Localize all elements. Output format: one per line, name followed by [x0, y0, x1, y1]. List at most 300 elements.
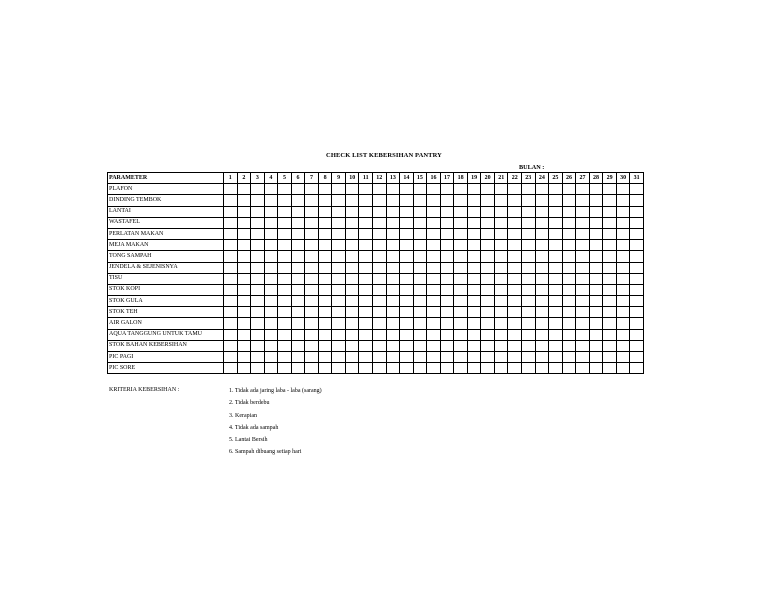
check-cell[interactable]	[359, 262, 373, 273]
check-cell[interactable]	[373, 352, 387, 363]
check-cell[interactable]	[427, 206, 441, 217]
check-cell[interactable]	[251, 340, 265, 351]
check-cell[interactable]	[522, 284, 536, 295]
check-cell[interactable]	[359, 340, 373, 351]
check-cell[interactable]	[332, 206, 346, 217]
check-cell[interactable]	[318, 228, 332, 239]
check-cell[interactable]	[454, 251, 468, 262]
check-cell[interactable]	[400, 262, 414, 273]
check-cell[interactable]	[508, 340, 522, 351]
check-cell[interactable]	[508, 195, 522, 206]
check-cell[interactable]	[264, 217, 278, 228]
check-cell[interactable]	[291, 228, 305, 239]
check-cell[interactable]	[278, 273, 292, 284]
check-cell[interactable]	[440, 296, 454, 307]
check-cell[interactable]	[332, 195, 346, 206]
check-cell[interactable]	[440, 284, 454, 295]
check-cell[interactable]	[278, 284, 292, 295]
check-cell[interactable]	[454, 296, 468, 307]
check-cell[interactable]	[481, 352, 495, 363]
check-cell[interactable]	[481, 318, 495, 329]
check-cell[interactable]	[264, 329, 278, 340]
check-cell[interactable]	[549, 195, 563, 206]
check-cell[interactable]	[305, 363, 319, 374]
check-cell[interactable]	[549, 206, 563, 217]
check-cell[interactable]	[413, 262, 427, 273]
check-cell[interactable]	[440, 329, 454, 340]
check-cell[interactable]	[237, 318, 251, 329]
check-cell[interactable]	[291, 340, 305, 351]
check-cell[interactable]	[318, 240, 332, 251]
check-cell[interactable]	[562, 329, 576, 340]
check-cell[interactable]	[630, 352, 644, 363]
check-cell[interactable]	[305, 251, 319, 262]
check-cell[interactable]	[562, 352, 576, 363]
check-cell[interactable]	[278, 228, 292, 239]
check-cell[interactable]	[224, 240, 238, 251]
check-cell[interactable]	[589, 340, 603, 351]
check-cell[interactable]	[345, 195, 359, 206]
check-cell[interactable]	[264, 363, 278, 374]
check-cell[interactable]	[603, 251, 617, 262]
check-cell[interactable]	[576, 273, 590, 284]
check-cell[interactable]	[345, 363, 359, 374]
check-cell[interactable]	[616, 352, 630, 363]
check-cell[interactable]	[508, 296, 522, 307]
check-cell[interactable]	[400, 206, 414, 217]
check-cell[interactable]	[318, 340, 332, 351]
check-cell[interactable]	[616, 307, 630, 318]
check-cell[interactable]	[535, 284, 549, 295]
check-cell[interactable]	[522, 296, 536, 307]
check-cell[interactable]	[305, 352, 319, 363]
check-cell[interactable]	[576, 340, 590, 351]
check-cell[interactable]	[616, 273, 630, 284]
check-cell[interactable]	[359, 296, 373, 307]
check-cell[interactable]	[251, 217, 265, 228]
check-cell[interactable]	[305, 318, 319, 329]
check-cell[interactable]	[630, 251, 644, 262]
check-cell[interactable]	[522, 340, 536, 351]
check-cell[interactable]	[224, 195, 238, 206]
check-cell[interactable]	[264, 352, 278, 363]
check-cell[interactable]	[237, 262, 251, 273]
check-cell[interactable]	[332, 363, 346, 374]
check-cell[interactable]	[467, 262, 481, 273]
check-cell[interactable]	[616, 195, 630, 206]
check-cell[interactable]	[345, 262, 359, 273]
check-cell[interactable]	[576, 329, 590, 340]
check-cell[interactable]	[332, 284, 346, 295]
check-cell[interactable]	[318, 296, 332, 307]
check-cell[interactable]	[603, 307, 617, 318]
check-cell[interactable]	[373, 206, 387, 217]
check-cell[interactable]	[345, 217, 359, 228]
check-cell[interactable]	[237, 217, 251, 228]
check-cell[interactable]	[427, 262, 441, 273]
check-cell[interactable]	[440, 273, 454, 284]
check-cell[interactable]	[332, 318, 346, 329]
check-cell[interactable]	[589, 273, 603, 284]
check-cell[interactable]	[400, 240, 414, 251]
check-cell[interactable]	[481, 329, 495, 340]
check-cell[interactable]	[535, 307, 549, 318]
check-cell[interactable]	[318, 217, 332, 228]
check-cell[interactable]	[603, 318, 617, 329]
check-cell[interactable]	[386, 228, 400, 239]
check-cell[interactable]	[494, 217, 508, 228]
check-cell[interactable]	[603, 273, 617, 284]
check-cell[interactable]	[603, 206, 617, 217]
check-cell[interactable]	[589, 318, 603, 329]
check-cell[interactable]	[549, 307, 563, 318]
check-cell[interactable]	[508, 284, 522, 295]
check-cell[interactable]	[251, 262, 265, 273]
check-cell[interactable]	[224, 251, 238, 262]
check-cell[interactable]	[251, 329, 265, 340]
check-cell[interactable]	[508, 262, 522, 273]
check-cell[interactable]	[454, 240, 468, 251]
check-cell[interactable]	[467, 318, 481, 329]
check-cell[interactable]	[427, 240, 441, 251]
check-cell[interactable]	[535, 296, 549, 307]
check-cell[interactable]	[224, 352, 238, 363]
check-cell[interactable]	[291, 251, 305, 262]
check-cell[interactable]	[305, 206, 319, 217]
check-cell[interactable]	[440, 352, 454, 363]
check-cell[interactable]	[549, 318, 563, 329]
check-cell[interactable]	[603, 262, 617, 273]
check-cell[interactable]	[508, 318, 522, 329]
check-cell[interactable]	[264, 240, 278, 251]
check-cell[interactable]	[454, 206, 468, 217]
check-cell[interactable]	[603, 352, 617, 363]
check-cell[interactable]	[400, 184, 414, 195]
check-cell[interactable]	[400, 307, 414, 318]
check-cell[interactable]	[603, 195, 617, 206]
check-cell[interactable]	[291, 307, 305, 318]
check-cell[interactable]	[373, 296, 387, 307]
check-cell[interactable]	[278, 352, 292, 363]
check-cell[interactable]	[373, 318, 387, 329]
check-cell[interactable]	[630, 329, 644, 340]
check-cell[interactable]	[413, 206, 427, 217]
check-cell[interactable]	[576, 206, 590, 217]
check-cell[interactable]	[494, 318, 508, 329]
check-cell[interactable]	[386, 273, 400, 284]
check-cell[interactable]	[251, 195, 265, 206]
check-cell[interactable]	[630, 217, 644, 228]
check-cell[interactable]	[345, 284, 359, 295]
check-cell[interactable]	[603, 329, 617, 340]
check-cell[interactable]	[576, 217, 590, 228]
check-cell[interactable]	[576, 284, 590, 295]
check-cell[interactable]	[630, 307, 644, 318]
check-cell[interactable]	[589, 307, 603, 318]
check-cell[interactable]	[359, 228, 373, 239]
check-cell[interactable]	[589, 228, 603, 239]
check-cell[interactable]	[616, 284, 630, 295]
check-cell[interactable]	[237, 228, 251, 239]
check-cell[interactable]	[589, 184, 603, 195]
check-cell[interactable]	[386, 363, 400, 374]
check-cell[interactable]	[603, 340, 617, 351]
check-cell[interactable]	[616, 262, 630, 273]
check-cell[interactable]	[332, 262, 346, 273]
check-cell[interactable]	[305, 273, 319, 284]
check-cell[interactable]	[373, 262, 387, 273]
check-cell[interactable]	[454, 329, 468, 340]
check-cell[interactable]	[522, 184, 536, 195]
check-cell[interactable]	[535, 340, 549, 351]
check-cell[interactable]	[508, 251, 522, 262]
check-cell[interactable]	[535, 240, 549, 251]
check-cell[interactable]	[535, 352, 549, 363]
check-cell[interactable]	[359, 184, 373, 195]
check-cell[interactable]	[481, 307, 495, 318]
check-cell[interactable]	[332, 273, 346, 284]
check-cell[interactable]	[467, 352, 481, 363]
check-cell[interactable]	[359, 251, 373, 262]
check-cell[interactable]	[467, 251, 481, 262]
check-cell[interactable]	[400, 296, 414, 307]
check-cell[interactable]	[549, 284, 563, 295]
check-cell[interactable]	[359, 352, 373, 363]
check-cell[interactable]	[603, 284, 617, 295]
check-cell[interactable]	[589, 284, 603, 295]
check-cell[interactable]	[576, 307, 590, 318]
check-cell[interactable]	[427, 329, 441, 340]
check-cell[interactable]	[562, 206, 576, 217]
check-cell[interactable]	[373, 329, 387, 340]
check-cell[interactable]	[467, 363, 481, 374]
check-cell[interactable]	[535, 251, 549, 262]
check-cell[interactable]	[278, 363, 292, 374]
check-cell[interactable]	[481, 284, 495, 295]
check-cell[interactable]	[237, 340, 251, 351]
check-cell[interactable]	[589, 296, 603, 307]
check-cell[interactable]	[278, 329, 292, 340]
check-cell[interactable]	[278, 296, 292, 307]
check-cell[interactable]	[373, 251, 387, 262]
check-cell[interactable]	[373, 184, 387, 195]
check-cell[interactable]	[264, 273, 278, 284]
check-cell[interactable]	[630, 240, 644, 251]
check-cell[interactable]	[318, 206, 332, 217]
check-cell[interactable]	[603, 296, 617, 307]
check-cell[interactable]	[630, 195, 644, 206]
check-cell[interactable]	[359, 307, 373, 318]
check-cell[interactable]	[535, 329, 549, 340]
check-cell[interactable]	[237, 251, 251, 262]
check-cell[interactable]	[522, 273, 536, 284]
check-cell[interactable]	[413, 307, 427, 318]
check-cell[interactable]	[589, 329, 603, 340]
check-cell[interactable]	[278, 217, 292, 228]
check-cell[interactable]	[508, 228, 522, 239]
check-cell[interactable]	[454, 307, 468, 318]
check-cell[interactable]	[467, 240, 481, 251]
check-cell[interactable]	[305, 262, 319, 273]
check-cell[interactable]	[291, 262, 305, 273]
check-cell[interactable]	[386, 240, 400, 251]
check-cell[interactable]	[413, 340, 427, 351]
check-cell[interactable]	[481, 228, 495, 239]
check-cell[interactable]	[467, 329, 481, 340]
check-cell[interactable]	[264, 228, 278, 239]
check-cell[interactable]	[494, 228, 508, 239]
check-cell[interactable]	[440, 251, 454, 262]
check-cell[interactable]	[400, 217, 414, 228]
check-cell[interactable]	[603, 217, 617, 228]
check-cell[interactable]	[224, 184, 238, 195]
check-cell[interactable]	[549, 262, 563, 273]
check-cell[interactable]	[589, 206, 603, 217]
check-cell[interactable]	[332, 240, 346, 251]
check-cell[interactable]	[522, 195, 536, 206]
check-cell[interactable]	[454, 217, 468, 228]
check-cell[interactable]	[535, 195, 549, 206]
check-cell[interactable]	[508, 329, 522, 340]
check-cell[interactable]	[237, 329, 251, 340]
check-cell[interactable]	[264, 340, 278, 351]
check-cell[interactable]	[373, 284, 387, 295]
check-cell[interactable]	[359, 195, 373, 206]
check-cell[interactable]	[440, 217, 454, 228]
check-cell[interactable]	[291, 195, 305, 206]
check-cell[interactable]	[386, 262, 400, 273]
check-cell[interactable]	[373, 217, 387, 228]
check-cell[interactable]	[291, 206, 305, 217]
check-cell[interactable]	[291, 352, 305, 363]
check-cell[interactable]	[427, 363, 441, 374]
check-cell[interactable]	[413, 363, 427, 374]
check-cell[interactable]	[318, 195, 332, 206]
check-cell[interactable]	[467, 206, 481, 217]
check-cell[interactable]	[427, 228, 441, 239]
check-cell[interactable]	[291, 184, 305, 195]
check-cell[interactable]	[427, 251, 441, 262]
check-cell[interactable]	[237, 240, 251, 251]
check-cell[interactable]	[589, 251, 603, 262]
check-cell[interactable]	[224, 340, 238, 351]
check-cell[interactable]	[373, 240, 387, 251]
check-cell[interactable]	[278, 307, 292, 318]
check-cell[interactable]	[454, 184, 468, 195]
check-cell[interactable]	[522, 262, 536, 273]
check-cell[interactable]	[562, 251, 576, 262]
check-cell[interactable]	[616, 240, 630, 251]
check-cell[interactable]	[427, 352, 441, 363]
check-cell[interactable]	[291, 240, 305, 251]
check-cell[interactable]	[494, 262, 508, 273]
check-cell[interactable]	[616, 184, 630, 195]
check-cell[interactable]	[630, 296, 644, 307]
check-cell[interactable]	[359, 206, 373, 217]
check-cell[interactable]	[508, 217, 522, 228]
check-cell[interactable]	[562, 184, 576, 195]
check-cell[interactable]	[400, 228, 414, 239]
check-cell[interactable]	[630, 184, 644, 195]
check-cell[interactable]	[562, 273, 576, 284]
check-cell[interactable]	[305, 195, 319, 206]
check-cell[interactable]	[264, 184, 278, 195]
check-cell[interactable]	[535, 363, 549, 374]
check-cell[interactable]	[251, 352, 265, 363]
check-cell[interactable]	[318, 318, 332, 329]
check-cell[interactable]	[481, 273, 495, 284]
check-cell[interactable]	[318, 251, 332, 262]
check-cell[interactable]	[535, 228, 549, 239]
check-cell[interactable]	[264, 206, 278, 217]
check-cell[interactable]	[278, 318, 292, 329]
check-cell[interactable]	[494, 352, 508, 363]
check-cell[interactable]	[508, 184, 522, 195]
check-cell[interactable]	[616, 329, 630, 340]
check-cell[interactable]	[359, 284, 373, 295]
check-cell[interactable]	[427, 273, 441, 284]
check-cell[interactable]	[413, 251, 427, 262]
check-cell[interactable]	[224, 363, 238, 374]
check-cell[interactable]	[291, 363, 305, 374]
check-cell[interactable]	[345, 240, 359, 251]
check-cell[interactable]	[481, 240, 495, 251]
check-cell[interactable]	[251, 273, 265, 284]
check-cell[interactable]	[494, 251, 508, 262]
check-cell[interactable]	[603, 240, 617, 251]
check-cell[interactable]	[454, 228, 468, 239]
check-cell[interactable]	[481, 206, 495, 217]
check-cell[interactable]	[413, 240, 427, 251]
check-cell[interactable]	[549, 217, 563, 228]
check-cell[interactable]	[549, 296, 563, 307]
check-cell[interactable]	[400, 352, 414, 363]
check-cell[interactable]	[224, 228, 238, 239]
check-cell[interactable]	[345, 206, 359, 217]
check-cell[interactable]	[549, 184, 563, 195]
check-cell[interactable]	[400, 318, 414, 329]
check-cell[interactable]	[494, 240, 508, 251]
check-cell[interactable]	[427, 184, 441, 195]
check-cell[interactable]	[291, 329, 305, 340]
check-cell[interactable]	[522, 217, 536, 228]
check-cell[interactable]	[549, 340, 563, 351]
check-cell[interactable]	[494, 307, 508, 318]
check-cell[interactable]	[305, 217, 319, 228]
check-cell[interactable]	[278, 340, 292, 351]
check-cell[interactable]	[264, 195, 278, 206]
check-cell[interactable]	[522, 352, 536, 363]
check-cell[interactable]	[481, 296, 495, 307]
check-cell[interactable]	[373, 340, 387, 351]
check-cell[interactable]	[332, 217, 346, 228]
check-cell[interactable]	[345, 184, 359, 195]
check-cell[interactable]	[562, 228, 576, 239]
check-cell[interactable]	[386, 251, 400, 262]
check-cell[interactable]	[427, 195, 441, 206]
check-cell[interactable]	[427, 296, 441, 307]
check-cell[interactable]	[454, 273, 468, 284]
check-cell[interactable]	[440, 195, 454, 206]
check-cell[interactable]	[386, 206, 400, 217]
check-cell[interactable]	[224, 262, 238, 273]
check-cell[interactable]	[345, 329, 359, 340]
check-cell[interactable]	[318, 363, 332, 374]
check-cell[interactable]	[345, 228, 359, 239]
check-cell[interactable]	[535, 273, 549, 284]
check-cell[interactable]	[237, 352, 251, 363]
check-cell[interactable]	[251, 184, 265, 195]
